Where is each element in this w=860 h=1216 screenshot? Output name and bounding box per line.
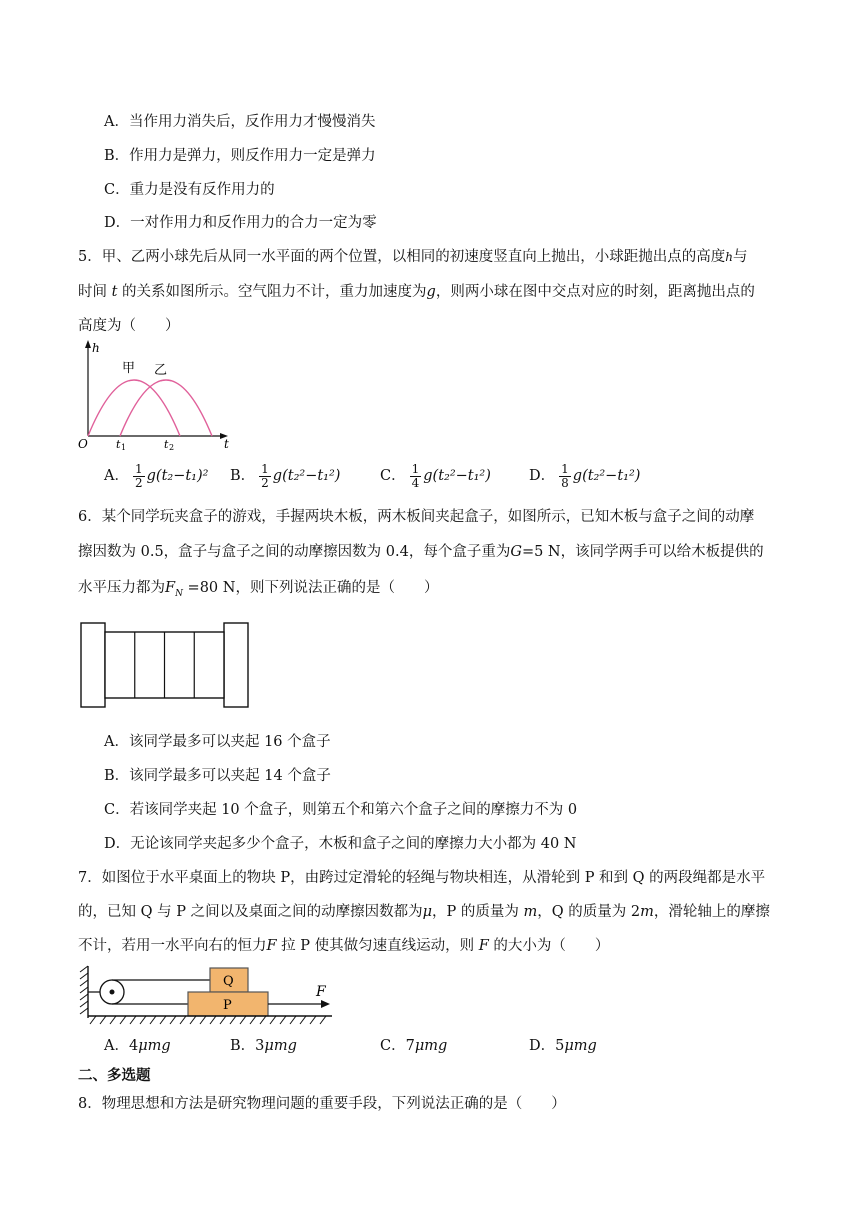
t2-label: t [164, 438, 169, 450]
q7-option-a: A．4μmg [104, 1038, 171, 1054]
q5-stem-line2: 时间 t 的关系如图所示。空气阻力不计，重力加速度为g，则两小球在图中交点对应的时刻，距离抛出点的 [78, 284, 755, 300]
t1-subscript: 1 [121, 443, 127, 450]
wall-hatching [80, 966, 88, 1014]
q5-option-a: A． $\frac{1}{2}$ g(t₂−t₁)² [104, 461, 209, 490]
q8-stem: 8．物理思想和方法是研究物理问题的重要手段，下列说法正确的是（ ） [78, 1096, 566, 1112]
y-axis-arrow [85, 340, 91, 348]
origin-label: O [78, 437, 88, 450]
right-board [224, 623, 248, 707]
q7-stem-line1: 7．如图位于水平桌面上的物块 P，由跨过定滑轮的轻绳与物块相连，从滑轮到 P 和到 Q 的两段绳都是水平 [78, 870, 766, 886]
q5-option-d: D． $\frac{1}{8}$ g(t₂²−t₁²) [529, 461, 641, 490]
pulley-axle [110, 990, 115, 995]
x-axis-label: t [224, 437, 229, 450]
t1-label: t [116, 438, 121, 450]
force-arrowhead [321, 1000, 330, 1008]
q4-option-a: A．当作用力消失后，反作用力才慢慢消失 [104, 114, 376, 130]
block-q-label: Q [223, 974, 234, 989]
q4-option-c: C．重力是没有反作用力的 [104, 182, 275, 198]
q7-option-d: D．5μmg [529, 1038, 597, 1054]
q6-stem-line1: 6．某个同学玩夹盒子的游戏，手握两块木板，两木板间夹起盒子，如图所示，已知木板与盒子之间的动摩 [78, 509, 755, 525]
section-heading-multi-choice: 二、多选题 [78, 1068, 151, 1084]
left-board [81, 623, 105, 707]
q7-option-c: C．7μmg [380, 1038, 448, 1054]
q7-option-b: B．3μmg [230, 1038, 297, 1054]
y-axis-label: h [92, 341, 100, 355]
q5-option-b: B． $\frac{1}{2}$ g(t₂²−t₁²) [230, 461, 341, 490]
q6-stem-line2: 擦因数为 0.5，盒子与盒子之间的动摩擦因数为 0.4，每个盒子重为G=5 N，该同学两手可以给木板提供的 [78, 544, 764, 560]
q4-option-d: D．一对作用力和反作用力的合力一定为零 [104, 215, 377, 231]
label-yi: 乙 [154, 363, 168, 378]
q6-stem-line3: 水平压力都为$F_N =80$ N，则下列说法正确的是（ ） [78, 580, 439, 599]
q6-option-c: C．若该同学夹起 10 个盒子，则第五个和第六个盒子之间的摩擦力不为 0 [104, 802, 578, 818]
q7-pulley-figure [76, 964, 338, 1026]
ground-hatching [90, 1016, 326, 1024]
q5-graph [72, 338, 242, 450]
block-p-label: P [223, 998, 232, 1013]
q5-stem-line1: 5．甲、乙两小球先后从同一水平面的两个位置，以相同的初速度竖直向上抛出，小球距抛出点的高度h与 [78, 249, 748, 265]
q6-option-d: D．无论该同学夹起多少个盒子，木板和盒子之间的摩擦力大小都为 40 N [104, 836, 577, 852]
force-label: F [316, 984, 326, 1000]
q7-stem-line3: 不计，若用一水平向右的恒力F 拉 P 使其做匀速直线运动，则 F 的大小为（ ） [78, 938, 610, 954]
t2-subscript: 2 [169, 443, 175, 450]
q6-option-b: B．该同学最多可以夹起 14 个盒子 [104, 768, 331, 784]
q4-option-b: B．作用力是弹力，则反作用力一定是弹力 [104, 148, 376, 164]
q7-stem-line2: 的，已知 Q 与 P 之间以及桌面之间的动摩擦因数都为μ，P 的质量为 m，Q 的质量为 2m，滑轮轴上的摩擦 [78, 904, 770, 920]
q6-option-a: A．该同学最多可以夹起 16 个盒子 [104, 734, 331, 750]
q5-option-c: C． $\frac{1}{4}$ g(t₂²−t₁²) [380, 461, 491, 490]
q6-box-figure [80, 622, 252, 710]
label-jia: 甲 [122, 361, 136, 376]
q5-stem-line3: 高度为（ ） [78, 318, 180, 334]
